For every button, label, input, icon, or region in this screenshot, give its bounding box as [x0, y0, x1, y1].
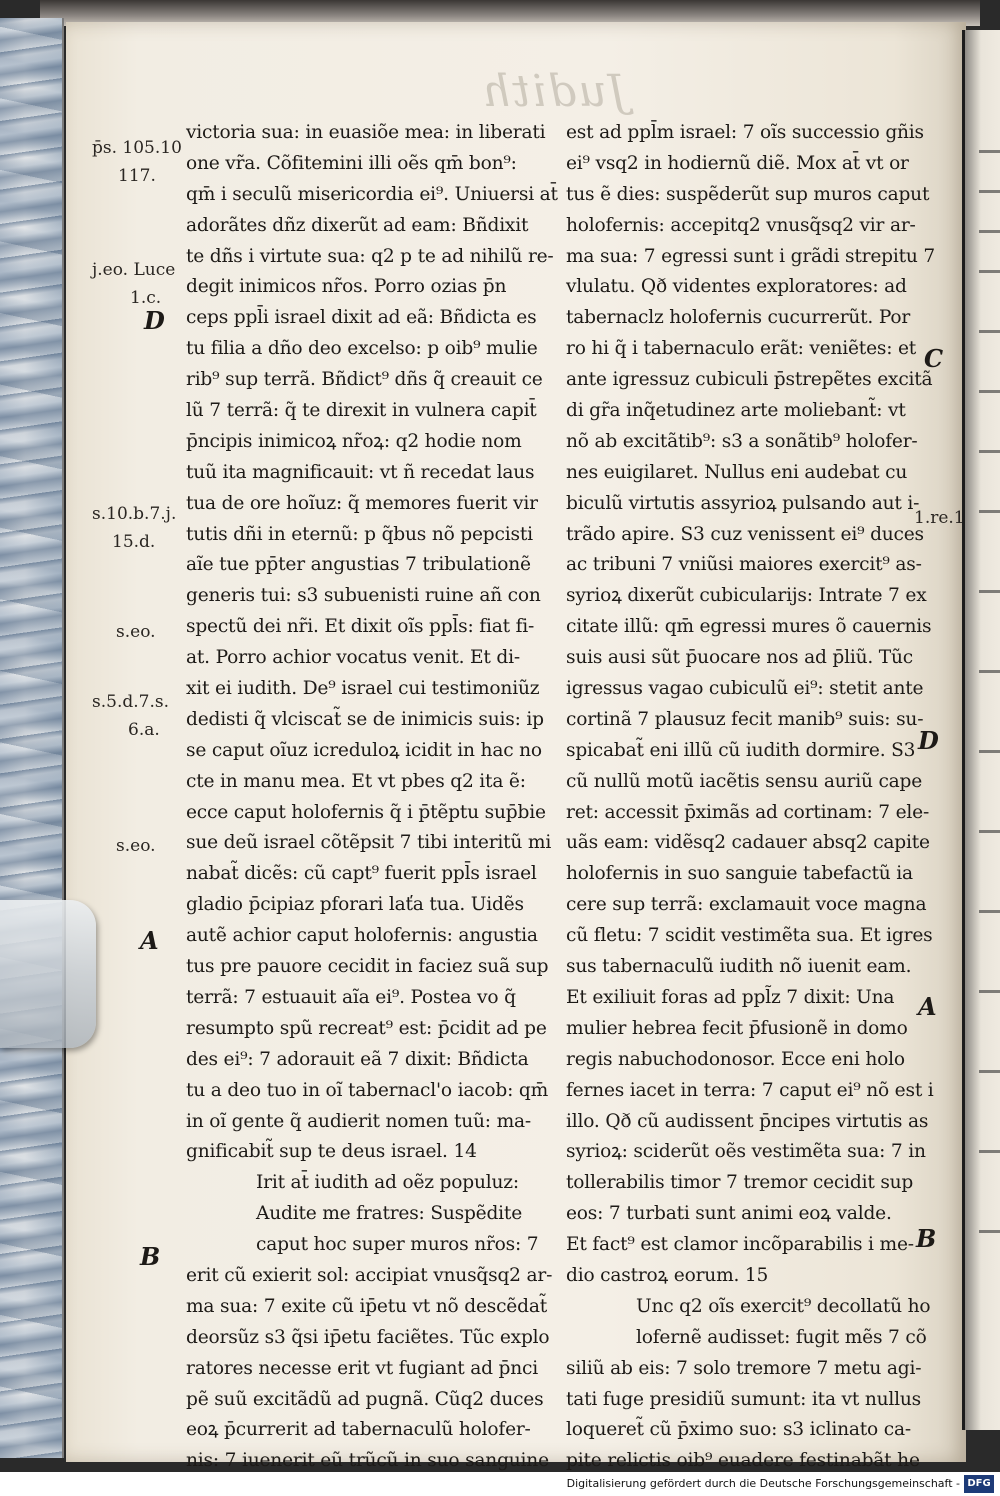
text-line: cortinã 7 plausuz fecit manib⁹ suis: su- [566, 708, 924, 730]
right-text-column [566, 118, 935, 1472]
text-line: suis ausi sũt p̄uocare nos ad p̄liũ. Tũc [566, 647, 913, 669]
text-line: cte in manu mea. Et vt pbes q2 ita ẽ: [186, 770, 526, 792]
text-line: citate illũ: qm̄ egressi mures õ cauernis [566, 616, 932, 638]
text-line: cũ fletu: 7 scidit vestimẽta sua. Et igres [566, 925, 933, 947]
text-line: ante igressuz cubiculi p̄strepẽtes excitã [566, 369, 933, 391]
text-line: ceps ppl̄i israel dixit ad eã: Bñdicta es [186, 307, 537, 329]
text-line: deorsũz s3 q̃si ip̄etu faciẽtes. Tũc explo [186, 1326, 550, 1348]
text-line: siliũ ab eis: 7 solo tremore 7 metu agi- [566, 1357, 922, 1379]
text-line: ei⁹ vsq2 in hodiernũ diẽ. Mox at̄ vt or [566, 152, 909, 174]
text-line: Et fact⁹ est clamor incõparabilis i me- [566, 1234, 914, 1256]
text-line: fernes iacet in terra: 7 caput ei⁹ nõ est i [566, 1079, 934, 1101]
text-line: tu a deo tuo in oĩ tabernacl'o iacob: qm̄ [186, 1079, 549, 1101]
text-line: trãdo apire. S3 cuz venissent ei⁹ duces [566, 523, 924, 545]
text-line: tuũ ita magnificauit: vt ñ recedat laus [186, 461, 535, 483]
margin-note: s.eo. [116, 836, 156, 856]
section-letter-b: B [140, 1242, 161, 1271]
text-line: caput hoc super muros nr̃os: 7 [256, 1234, 539, 1256]
dfg-logo: DFG [964, 1475, 994, 1493]
ink-bleed [979, 270, 1000, 273]
text-line: uãs eam: vidẽsq2 cadauer absq2 capite [566, 832, 930, 854]
margin-note: s.10.b.7.j. [92, 504, 177, 524]
margin-note: 6.a. [128, 720, 160, 740]
margin-note: s.5.d.7.s. [92, 692, 169, 712]
ink-bleed [979, 1230, 1000, 1233]
text-line: rib⁹ sup terrã. Bñdict⁹ dñs q̃ creauit ce [186, 369, 543, 391]
text-line: lofernẽ audisset: fugit mẽs 7 cõ [636, 1326, 927, 1348]
margin-note: 15.d. [112, 532, 156, 552]
text-line: in oĩ gente q̃ audierit nomen tuũ: ma- [186, 1110, 531, 1132]
text-line: nõ ab excitãtib⁹: s3 a sonãtib⁹ holofer- [566, 430, 918, 452]
section-letter-b: B [916, 1224, 937, 1253]
ink-bleed [979, 150, 1000, 153]
text-line: ma sua: 7 egressi sunt i grãdi strepitu 7 [566, 245, 935, 267]
text-line: ro hi q̃ i tabernaculo erãt: veniẽtes: et [566, 338, 917, 360]
ink-bleed [979, 1070, 1000, 1073]
text-line: cere sup terrã: exclamauit voce magna [566, 894, 927, 916]
text-line: tabernaclz holofernis cucurrerũt. Por [566, 307, 911, 329]
text-line: victoria sua: in euasiõe mea: in liberati [186, 122, 546, 143]
section-letter-c: C [924, 344, 944, 373]
text-line: est ad ppl̄m israel: 7 oĩs successio gñis [566, 122, 924, 143]
adjacent-page-edge [962, 30, 1000, 1430]
text-line: te dñs i virtute sua: q2 p te ad nihilũ re- [186, 245, 554, 267]
text-line: tati fuge presidiũ sumunt: ita vt nullus [566, 1388, 921, 1410]
text-line: p̄ncipis inimicoꝝ nr̃oꝝ: q2 hodie nom [186, 430, 522, 452]
margin-note: 117. [118, 166, 156, 186]
left-text-column [186, 118, 558, 1472]
text-line: at. Porro achior vocatus venit. Et di- [186, 647, 520, 669]
text-line: sus tabernaculũ iudith nõ iuenit eam. [566, 956, 912, 978]
text-line: one vr̃a. Cõfitemini illi oẽs qm̄ bon⁹: [186, 152, 517, 174]
text-line: tollerabilis timor 7 tremor cecidit sup [566, 1172, 914, 1194]
text-line: des ei⁹: 7 adorauit eã 7 dixit: Bñdicta [186, 1048, 529, 1070]
text-line: degit inimicos nr̃os. Porro ozias p̄n [186, 276, 507, 298]
text-line: Unc q2 oĩs exercit⁹ decollatũ ho [636, 1295, 931, 1317]
text-line: ac tribuni 7 vniũsi maiores exercit⁹ as- [566, 554, 922, 576]
text-line: gladio p̄cipiaz pforari laťa tua. Uidẽs [186, 894, 524, 916]
text-line: generis tui: s3 subuenisti ruine añ con [186, 585, 541, 607]
section-letter-a: A [140, 926, 159, 955]
text-line: erit cũ exierit sol: accipiat vnusq̃sq2 ar- [186, 1264, 553, 1286]
footer-bar [0, 1472, 1000, 1496]
text-line: gnificabit̃ sup te deus israel. 14 [186, 1141, 477, 1163]
text-line: nabat̃ dicẽs: cũ capt⁹ fuerit ppl̄s israel [186, 863, 537, 885]
text-line: sue deũ israel cõtẽpsit 7 tibi interitũ mi [186, 832, 552, 854]
text-line: mulier hebrea fecit p̄fusionẽ in domo [566, 1017, 908, 1039]
margin-note: 1.re.1 [914, 508, 965, 528]
text-line: spicabat̃ eni illũ cũ iudith dormire. S3 [566, 739, 916, 761]
ink-bleed [979, 390, 1000, 393]
running-head-bleedthrough: Judith [480, 66, 627, 117]
text-line: ret: accessit p̄ximãs ad cortinam: 7 ele- [566, 801, 930, 823]
text-line: ma sua: 7 exite cũ ip̄etu vt nõ descẽdat̃ [186, 1295, 547, 1317]
text-line: dedisti q̃ vlciscat̃ se de inimicis suis: ip [186, 708, 544, 730]
text-line: illo. Qð cũ audissent p̄ncipes virtutis as [566, 1110, 929, 1132]
ink-bleed [979, 830, 1000, 833]
text-line: Irit at̄ iudith ad oẽz populuz: [256, 1172, 519, 1194]
text-line: tutis dñi in eternũ: p q̃bus nõ pepcisti [186, 523, 533, 545]
margin-note: 1.c. [130, 288, 162, 308]
section-letter-a: A [918, 992, 937, 1021]
margin-note: p̄s. 105.10 [92, 138, 182, 158]
text-line: syrioꝝ dixerũt cubicularijs: Intrate 7 ex [566, 585, 927, 607]
ink-bleed [979, 1150, 1000, 1153]
ink-bleed [979, 330, 1000, 333]
ink-bleed [979, 910, 1000, 913]
text-line: resumpto spũ recreat⁹ est: p̄cidit ad pe [186, 1017, 547, 1039]
text-line: lũ 7 terrã: q̃ te direxit in vulnera capit̄ [186, 400, 537, 422]
text-line: terrã: 7 estuauit aĩa ei⁹. Postea vo q̃ [186, 986, 516, 1008]
footer-credit: Digitalisierung gefördert durch die Deutsche Forschungsgemeinschaft - [566, 1477, 960, 1490]
text-line: tus pre pauore cecidit in faciez suã sup [186, 956, 549, 978]
text-line: eoꝝ p̄currerit ad tabernaculũ holofer- [186, 1419, 531, 1441]
ink-bleed [979, 750, 1000, 753]
margin-note: j.eo. Luce [92, 260, 176, 280]
text-line: di gr̃a inq̃etudinez arte moliebant̃: vt [566, 400, 906, 422]
ink-bleed [979, 450, 1000, 453]
marbled-fore-edge [0, 18, 64, 1458]
text-line: aĩe tue pp̄ter angustias 7 tribulationẽ [186, 554, 531, 576]
text-line: nis: 7 iuenerit eũ trũcũ in suo sanguine [186, 1450, 549, 1472]
ink-bleed [979, 670, 1000, 673]
text-line: vlulatu. Qð videntes exploratores: ad [566, 276, 907, 298]
section-letter-d: D [144, 306, 165, 335]
ink-bleed [979, 510, 1000, 513]
text-line: eos: 7 turbati sunt animi eoꝝ valde. [566, 1203, 892, 1225]
text-line: ecce caput holofernis q̃ i p̄tẽptu sup̄bie [186, 801, 546, 823]
ink-bleed [979, 230, 1000, 233]
margin-note: s.eo. [116, 622, 156, 642]
text-line: tu filia a dño deo excelso: p oib⁹ mulie [186, 338, 538, 360]
text-line: syrioꝝ: sciderũt oẽs vestimẽta sua: 7 in [566, 1141, 926, 1163]
text-line: pẽ suũ excitãdũ ad pugnã. Cũq2 duces [186, 1388, 544, 1410]
text-line: nes euigilaret. Nullus eni audebat cu [566, 461, 908, 483]
text-line: autẽ achior caput holofernis: angustia [186, 925, 538, 947]
ink-bleed [979, 990, 1000, 993]
text-line: tus ẽ dies: suspẽderũt sup muros caput [566, 183, 930, 205]
text-line: dio castroꝝ eorum. 15 [566, 1264, 769, 1286]
text-line: Audite me fratres: Suspẽdite [256, 1203, 523, 1225]
ink-bleed [979, 190, 1000, 193]
plastic-page-clip [0, 900, 96, 1048]
text-line: cũ nullũ motũ iacẽtis sensu auriũ cape [566, 770, 923, 792]
text-line: biculũ virtutis assyrioꝝ pulsando aut i- [566, 492, 920, 514]
text-line: adorãtes dñz dixerũt ad eam: Bñdixit [186, 214, 529, 236]
text-line: Et exiliuit foras ad ppl̃z 7 dixit: Una [566, 986, 895, 1008]
text-line: xit ei iudith. De⁹ israel cui testimoniũz [186, 678, 540, 700]
text-line: regis nabuchodonosor. Ecce eni holo [566, 1048, 905, 1070]
section-letter-d: D [918, 726, 939, 755]
text-line: holofernis in suo sanguie tabefactũ ia [566, 863, 913, 885]
text-line: igressus vagao cubiculũ ei⁹: stetit ante [566, 678, 924, 700]
text-line: spectũ dei nr̃i. Et dixit oĩs ppl̄s: fiat fi- [186, 616, 535, 638]
text-line: pite relictis oib⁹ euadere festinabãt he [566, 1450, 920, 1472]
text-line: ratores necesse erit vt fugiant ad p̄nci [186, 1357, 538, 1379]
text-line: holofernis: accepitq2 vnusq̃sq2 vir ar- [566, 214, 916, 236]
text-line: se caput oĩuz icreduloꝝ icidit in hac no [186, 739, 542, 761]
text-line: tua de ore hoĩuz: q̃ memores fuerit vir [186, 492, 538, 514]
text-line: qm̄ i seculũ misericordia ei⁹. Uniuersi at̄ [186, 183, 558, 205]
text-line: loqueret̃ cũ p̄ximo suo: s3 iclinato ca- [566, 1419, 911, 1441]
ink-bleed [979, 590, 1000, 593]
